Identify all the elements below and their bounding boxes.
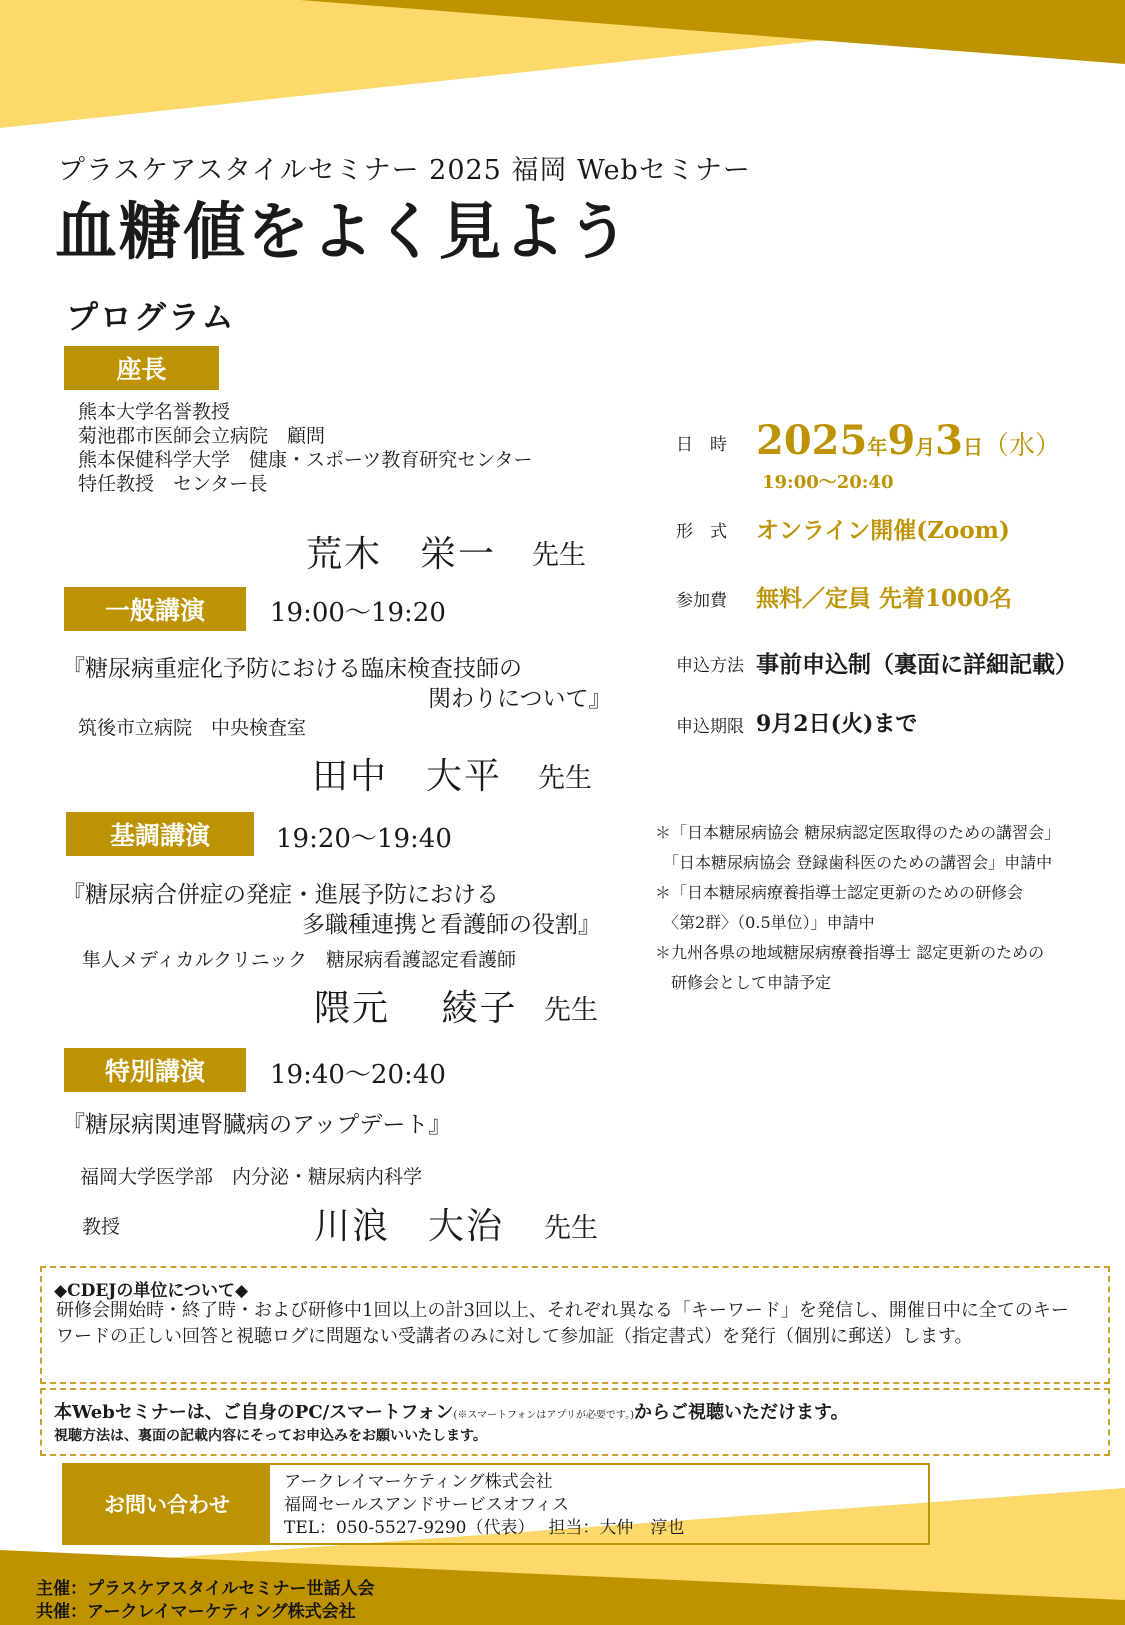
keynote-lecture-honorific: 先生: [544, 995, 598, 1026]
special-lecture-honorific: 先生: [544, 1213, 598, 1244]
note-line-3: ＊「日本糖尿病療養指導士認定更新のための研修会: [655, 883, 1024, 902]
viewing-info-line-1: [54, 1398, 849, 1424]
seminar-subtitle: プラスケアスタイルセミナー 2025 福岡 Webセミナー: [58, 155, 751, 186]
viewing-info-line-2: 視聴方法は、裏面の記載内容にそってお申込みをお願いいたします。: [54, 1428, 487, 1444]
date-year-unit: 年: [867, 435, 888, 459]
keynote-lecture-time: 19:20〜19:40: [276, 824, 452, 854]
footer-organizer: 主催：プラスケアスタイルセミナー世話人会: [36, 1579, 375, 1599]
contact-office: 福岡セールスアンドサービスオフィス: [284, 1495, 569, 1515]
footer-cosponsor: 共催：アークレイマーケティング株式会社: [36, 1602, 356, 1622]
fee-value: 無料／定員 先着1000名: [756, 585, 1013, 612]
note-line-6: 研修会として申請予定: [655, 973, 832, 992]
chair-affiliation-3: 熊本保健科学大学 健康・スポーツ教育研究センター: [78, 449, 533, 471]
chair-badge: 座長: [64, 346, 219, 390]
general-lecture-honorific: 先生: [538, 763, 592, 794]
contact-box: [62, 1463, 930, 1545]
viewing-end-text: からご視聴いただけます。: [634, 1402, 849, 1423]
event-date: [756, 418, 1061, 472]
apply-method-label: 申込方法: [676, 656, 744, 676]
date-day: 3: [935, 417, 964, 464]
contact-company: アークレイマーケティング株式会社: [284, 1472, 553, 1492]
special-lecture-time: 19:40〜20:40: [270, 1060, 446, 1090]
chair-affiliation-2: 菊池郡市医師会立病院 顧問: [78, 425, 326, 447]
general-lecture-title-1: 『糖尿病重症化予防における臨床検査技師の: [62, 656, 522, 682]
keynote-lecture-speaker: 隈元 綾子: [314, 988, 518, 1029]
date-month-unit: 月: [915, 435, 936, 459]
date-month: 9: [887, 417, 916, 464]
note-line-1: ＊「日本糖尿病協会 糖尿病認定医取得のための講習会」: [655, 823, 1061, 842]
apply-method-value: 事前申込制（裏面に詳細記載）: [756, 651, 1078, 678]
program-heading: プログラム: [66, 298, 236, 336]
date-day-unit: 日: [963, 435, 984, 459]
viewing-main-text: 本Webセミナーは、ご自身のPC/スマートフォン: [54, 1402, 454, 1423]
format-label: 形 式: [676, 522, 727, 542]
special-lecture-affiliation: 福岡大学医学部 内分泌・糖尿病内科学: [80, 1166, 423, 1188]
event-time: 19:00〜20:40: [762, 472, 894, 493]
special-lecture-title: 『糖尿病関連腎臓病のアップデート』: [62, 1112, 452, 1138]
keynote-lecture-title-2: 多職種連携と看護師の役割』: [302, 912, 601, 938]
general-lecture-speaker: 田中 大平: [312, 756, 503, 797]
chair-affiliation-4: 特任教授 センター長: [78, 473, 268, 495]
deadline-label: 申込期限: [676, 717, 744, 737]
special-lecture-badge: 特別講演: [64, 1048, 246, 1092]
page-title: 血糖値をよく見よう: [55, 195, 632, 268]
contact-details: [270, 1465, 684, 1543]
contact-label: お問い合わせ: [64, 1465, 270, 1543]
note-line-4: 〈第2群〉（0.5単位）」申請中: [655, 913, 875, 932]
cdej-title: ◆CDEJの単位について◆: [54, 1281, 249, 1301]
viewing-smartphone-note: (※スマートフォンはアプリが必要です。): [453, 1410, 635, 1421]
special-lecture-speaker: 川浪 大治: [314, 1206, 505, 1247]
date-label: 日 時: [676, 435, 727, 455]
note-line-5: ＊九州各県の地域糖尿病療養指導士 認定更新のための: [655, 943, 1045, 962]
keynote-lecture-affiliation: 隼人メディカルクリニック 糖尿病看護認定看護師: [82, 949, 516, 971]
format-value: オンライン開催(Zoom): [756, 517, 1010, 544]
deadline-value: 9月2日(火)まで: [756, 711, 918, 737]
credit-notes: [655, 818, 1060, 998]
keynote-lecture-badge: 基調講演: [66, 812, 254, 856]
special-lecture-position: 教授: [82, 1216, 121, 1238]
cdej-body: 研修会開始時・終了時・および研修中1回以上の計3回以上、それぞれ異なる「キーワード」を発信し、開催日中に全てのキーワードの正しい回答と視聴ログに問題ない受講者のみに対して参加証（指定書式）を発行（個別に郵送）します。: [56, 1300, 1069, 1347]
fee-label: 参加費: [676, 591, 727, 611]
contact-tel: TEL：050-5527-9290（代表） 担当：大仲 淳也: [284, 1518, 685, 1538]
keynote-lecture-title-1: 『糖尿病合併症の発症・進展予防における: [62, 882, 499, 908]
chair-honorific: 先生: [532, 540, 586, 571]
general-lecture-time: 19:00〜19:20: [270, 598, 446, 628]
general-lecture-title-2: 関わりについて』: [428, 686, 612, 712]
chair-name: 荒木 栄一: [306, 534, 497, 575]
general-lecture-affiliation: 筑後市立病院 中央検査室: [78, 717, 307, 739]
date-weekday: （水）: [983, 431, 1062, 461]
chair-affiliation-1: 熊本大学名誉教授: [78, 401, 231, 423]
date-year: 2025: [756, 417, 868, 464]
general-lecture-badge: 一般講演: [64, 587, 246, 631]
note-line-2: 「日本糖尿病協会 登録歯科医のための講習会」申請中: [655, 853, 1053, 872]
